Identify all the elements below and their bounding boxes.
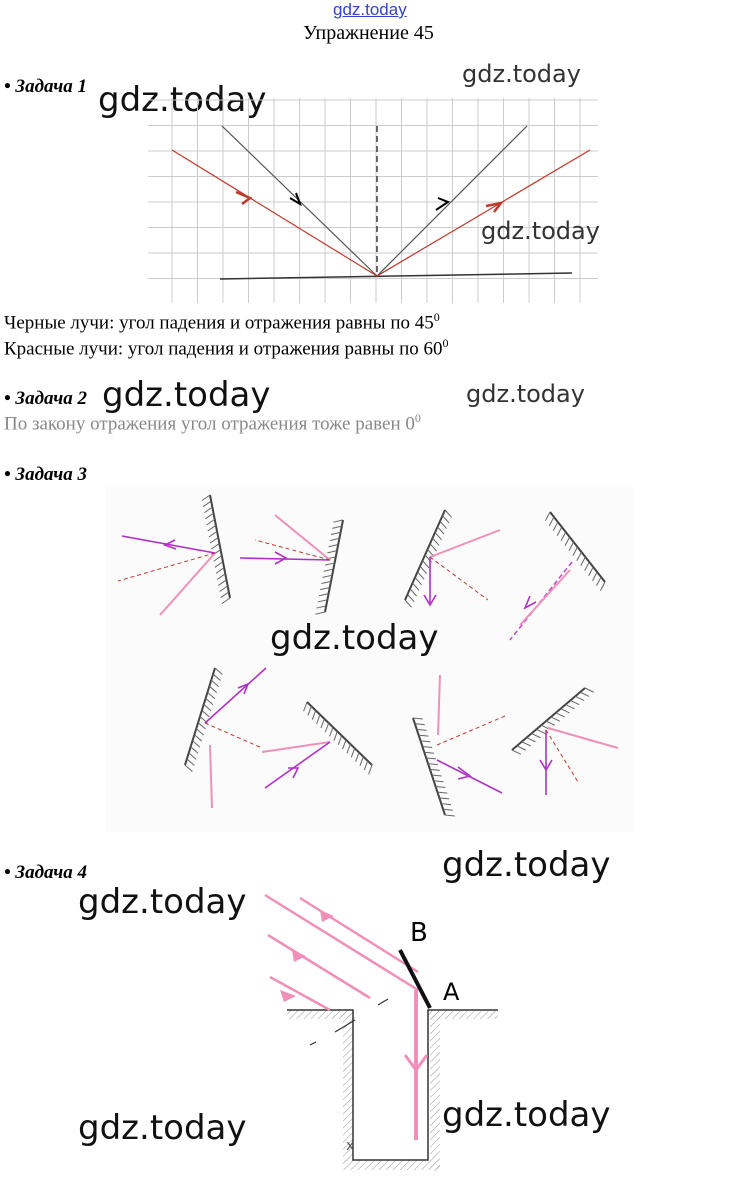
watermark: gdz.today [98, 80, 267, 120]
task2-heading-text: Задача 2 [15, 388, 87, 409]
watermark: gdz.today [78, 1108, 247, 1148]
watermark: gdz.today [442, 1095, 611, 1135]
bullet: • [4, 76, 16, 97]
sun-ray [265, 895, 418, 990]
site-link[interactable]: gdz.today [333, 0, 407, 19]
degree-sup: 0 [433, 310, 440, 324]
task4-heading-text: Задача 4 [15, 862, 87, 883]
degree-sup: 0 [414, 411, 421, 425]
mark-x: x [346, 1138, 355, 1154]
label-b: B [410, 918, 428, 948]
watermark: gdz.today [102, 375, 271, 415]
line-text: Красные лучи: угол падения и отражения равны по 60 [4, 338, 443, 360]
sun-ray [268, 935, 370, 998]
ray-arrow [292, 950, 306, 962]
watermark: gdz.today [481, 217, 600, 245]
page-title: Упражнение 45 [303, 22, 434, 44]
sun-ray [270, 977, 330, 1010]
watermark: gdz.today [78, 882, 247, 922]
task3-heading-text: Задача 3 [15, 464, 87, 485]
task1-heading-text: Задача 1 [15, 76, 87, 97]
degree-sup: 0 [442, 336, 449, 350]
watermark: gdz.today [270, 618, 439, 658]
well-bottom-hatch [343, 1160, 440, 1170]
sun-ray [300, 898, 418, 972]
watermark: gdz.today [466, 380, 585, 408]
line-text: Черные лучи: угол падения и отражения равны по 45 [4, 312, 434, 334]
bullet: • [4, 464, 16, 485]
normal-dash [378, 999, 388, 1005]
label-a: A [443, 978, 460, 1006]
bullet: • [4, 862, 16, 883]
watermark: gdz.today [442, 845, 611, 885]
line-text: По закону отражения угол отражения тоже равен 0 [4, 413, 415, 435]
normal-dash [310, 1042, 316, 1045]
ray-arrow [320, 910, 334, 922]
well-wall-hatch-right [430, 1011, 440, 1171]
well-outline [287, 1010, 498, 1160]
bullet: • [4, 388, 16, 409]
ray-arrow [280, 990, 296, 1002]
watermark: gdz.today [462, 60, 581, 88]
